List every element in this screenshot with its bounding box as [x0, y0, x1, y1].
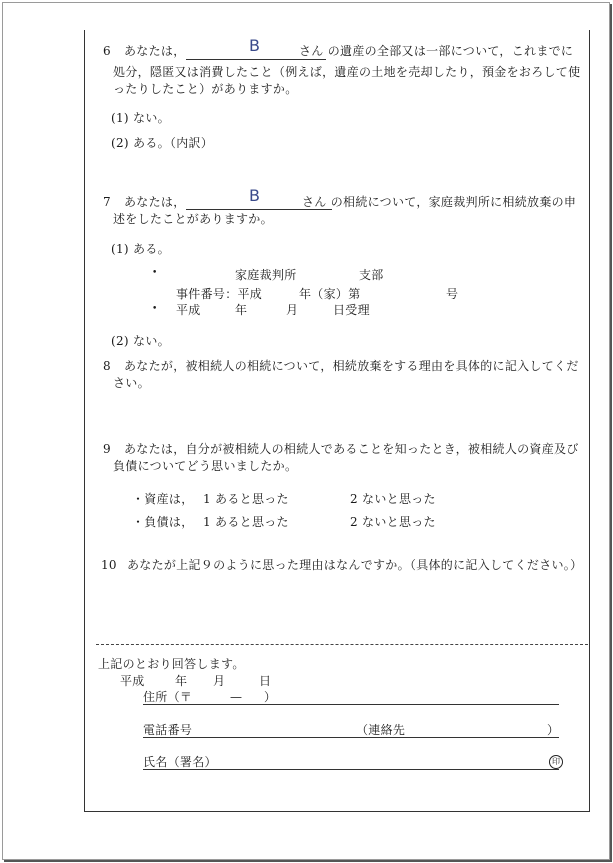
- address-close-paren: ）: [264, 690, 277, 704]
- q9-debts-choice-no: 2 ないと思った: [350, 515, 436, 529]
- q9-text-line2: 負債についてどう思いましたか。: [113, 459, 298, 473]
- footer-day: 日: [259, 674, 272, 688]
- q9-assets-choice-yes: 1 あると思った: [203, 492, 289, 506]
- q6-name-underline: [186, 59, 326, 60]
- footer-year: 年: [175, 674, 188, 688]
- q7-bullet-1: •: [152, 268, 158, 278]
- q9-debts-label: ・負債は，: [132, 515, 194, 529]
- q8-text-line1: あなたが，被相続人の相続について，相続放棄をする理由を具体的に記入してくだ: [124, 359, 579, 373]
- signature-field-underline[interactable]: [143, 769, 559, 770]
- q6-number: 6: [103, 44, 111, 58]
- name-signature-label: 氏名（署名）: [143, 755, 217, 769]
- q7-option-none: (2) ない。: [111, 334, 170, 348]
- q9-assets-choice-no: 2 ないと思った: [350, 492, 436, 506]
- q8-number: 8: [103, 359, 111, 373]
- address-label: 住所（〒: [143, 690, 193, 704]
- q9-assets-label: ・資産は，: [132, 492, 194, 506]
- q7-case-year-label: 年（家）第: [299, 287, 361, 301]
- q10-number: 10: [101, 558, 117, 572]
- q7-text-post: さん の相続について，家庭裁判所に相続放棄の申: [302, 195, 577, 209]
- q7-number: 7: [103, 195, 111, 209]
- q10-text: あなたが上記９のように思った理由はなんですか。（具体的に記入してください。）: [127, 558, 583, 572]
- q7-case-number-label: 事件番号：平成: [176, 287, 263, 301]
- footer-statement: 上記のとおり回答します。: [98, 657, 245, 671]
- address-field-underline[interactable]: [143, 704, 559, 705]
- q7-text-pre: あなたは，: [124, 195, 186, 209]
- q6-option-yes: (2) ある。（内訳）: [111, 136, 214, 150]
- q7-received-year: 年: [235, 303, 248, 317]
- margin-line-bottom: [84, 811, 589, 812]
- q6-text-post: さん の遺産の全部又は一部について，これまでに: [299, 44, 574, 58]
- q7-received-label: 日受理: [333, 303, 370, 317]
- q6-option-none: (1) ない。: [111, 111, 170, 125]
- q9-debts-choice-yes: 1 あると思った: [203, 515, 289, 529]
- seal-mark: 印: [549, 755, 563, 769]
- q9-text-line1: あなたは，自分が被相続人の相続人であることを知ったとき，被相続人の資産及び: [124, 442, 579, 456]
- footer-era: 平成: [120, 674, 145, 688]
- q7-name-underline: [186, 209, 332, 210]
- q8-text-line2: さい。: [113, 376, 150, 390]
- phone-label: 電話番号: [143, 723, 193, 737]
- q6-text-line2: 処分，隠匿又は消費したこと（例えば，遺産の土地を売却したり，預金をおろして使: [113, 65, 581, 79]
- q7-court-label: 家庭裁判所: [235, 268, 297, 282]
- contact-close-paren: ）: [547, 723, 560, 737]
- footer-month: 月: [213, 674, 226, 688]
- q7-text-line2: 述をしたことがありますか。: [113, 212, 273, 226]
- margin-line-right: [589, 30, 590, 812]
- q6-text-pre: あなたは，: [124, 44, 186, 58]
- q6-text-line3: ったりしたこと）がありますか。: [113, 82, 298, 96]
- margin-line-left: [84, 30, 85, 812]
- q7-received-era: 平成: [176, 303, 201, 317]
- address-postal-dash: —: [230, 690, 243, 704]
- q7-option-yes: (1) ある。: [111, 242, 170, 256]
- q7-received-month: 月: [286, 303, 299, 317]
- q9-number: 9: [103, 442, 111, 456]
- q7-case-no-suffix: 号: [446, 287, 459, 301]
- cut-line-dashed: [96, 644, 588, 645]
- contact-label: （連絡先: [356, 723, 406, 737]
- phone-field-underline[interactable]: [143, 737, 559, 738]
- q7-bullet-2: •: [152, 304, 158, 314]
- document-page: [2, 2, 610, 860]
- q7-branch-label: 支部: [359, 268, 384, 282]
- q7-handwritten-name: B: [249, 186, 261, 205]
- q6-handwritten-name: B: [249, 36, 261, 55]
